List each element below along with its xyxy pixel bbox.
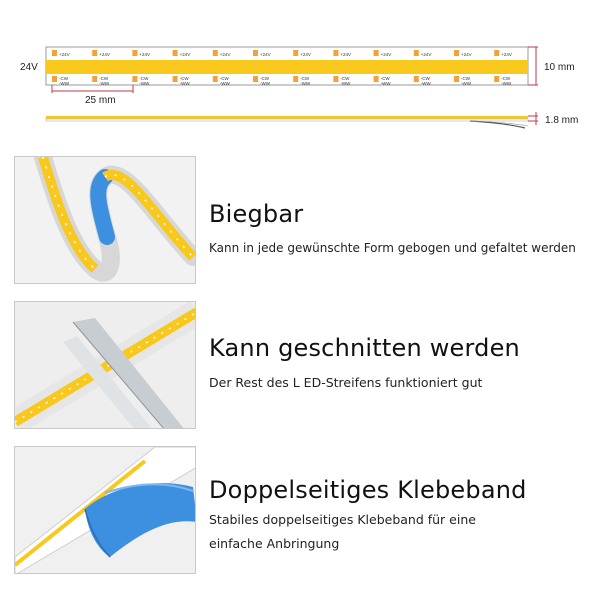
solder-pad [213, 50, 218, 56]
pad-label: +24V [59, 52, 70, 57]
solder-pad [173, 76, 178, 82]
strip-dimension-diagram [0, 0, 600, 140]
pad-label: -CW [99, 76, 109, 81]
solder-pad [454, 76, 459, 82]
pad-label: -WW [420, 81, 431, 86]
pad-label: +24V [380, 52, 392, 57]
pad-label: -CW [300, 76, 310, 81]
solder-pad [494, 50, 499, 56]
solder-pad [414, 76, 419, 82]
width-dimension [528, 47, 538, 85]
solder-pad [253, 76, 258, 82]
bendable-strip-photo [14, 156, 196, 284]
solder-pad [374, 50, 379, 56]
feature-description: Der Rest des L ED-Streifens funktioniert gut [209, 375, 483, 390]
pad-label: -WW [501, 81, 512, 86]
pad-label: -CW [420, 76, 430, 81]
solder-pad [333, 50, 338, 56]
pad-label: -CW [380, 76, 390, 81]
adhesive-tape-photo [14, 446, 196, 574]
pad-label: -CW [461, 76, 470, 81]
pad-label: -WW [99, 81, 110, 86]
pad-label: -WW [139, 81, 150, 86]
solder-pad [132, 50, 137, 56]
pad-label: -CW [219, 76, 229, 81]
pad-label: -CW [59, 76, 68, 81]
pad-label: -WW [300, 81, 311, 86]
led-strip-drawing [0, 0, 600, 140]
spacing-label: 25 mm [85, 95, 116, 106]
solder-pad [173, 50, 178, 56]
width-label: 10 mm [544, 62, 575, 73]
pad-label: +24V [260, 52, 271, 57]
pad-label: +24V [300, 52, 311, 57]
pad-label: -WW [260, 81, 270, 86]
feature-cuttable [0, 301, 600, 431]
pad-label: +24V [219, 52, 231, 57]
solder-pad [52, 50, 57, 56]
solder-pad [213, 76, 218, 82]
feature-title: Doppelseitiges Klebeband [209, 476, 527, 504]
feature-adhesive [0, 446, 600, 576]
solder-pad [132, 76, 137, 82]
pad-label: +24V [420, 52, 432, 57]
pad-label: -CW [179, 76, 189, 81]
voltage-label: 24V [20, 62, 38, 73]
pad-label: -WW [461, 81, 471, 86]
pad-label: -CW [139, 76, 149, 81]
pad-label: -WW [380, 81, 391, 86]
feature-description-line: Stabiles doppelseitiges Klebeband für eine [209, 512, 476, 527]
pad-label: +24V [139, 52, 151, 57]
pad-label: +24V [99, 52, 110, 57]
feature-title: Kann geschnitten werden [209, 334, 520, 362]
feature-title: Biegbar [209, 200, 304, 228]
solder-pad [253, 50, 258, 56]
pad-label: -WW [179, 81, 190, 86]
feature-description: Kann in jede gewünschte Form gebogen und gefaltet werden [209, 241, 576, 255]
cob-led-band [46, 60, 528, 74]
solder-pad [414, 50, 419, 56]
solder-pad [92, 76, 97, 82]
solder-pad [92, 50, 97, 56]
pad-label: -WW [59, 81, 69, 86]
solder-pad [293, 50, 298, 56]
solder-pad [494, 76, 499, 82]
thickness-dimension [528, 112, 538, 125]
pad-label: -WW [219, 81, 230, 86]
thickness-label: 1.8 mm [545, 115, 579, 126]
pad-label: +24V [501, 52, 512, 57]
pad-label: -CW [260, 76, 269, 81]
solder-pad [374, 76, 379, 82]
pad-label: +24V [179, 52, 191, 57]
solder-pad [454, 50, 459, 56]
strip-side-view [46, 116, 528, 128]
feature-description-line: einfache Anbringung [209, 536, 340, 551]
pad-label: -CW [340, 76, 350, 81]
pad-label: +24V [340, 52, 352, 57]
feature-bendable [0, 156, 600, 286]
solder-pad [293, 76, 298, 82]
scissors-cut-photo [14, 301, 196, 429]
pad-label: -WW [340, 81, 351, 86]
spacing-dimension [52, 85, 133, 93]
pad-label: -CW [501, 76, 511, 81]
solder-pad [333, 76, 338, 82]
pad-label: +24V [461, 52, 472, 57]
feature-description [209, 508, 594, 556]
solder-pad [52, 76, 57, 82]
